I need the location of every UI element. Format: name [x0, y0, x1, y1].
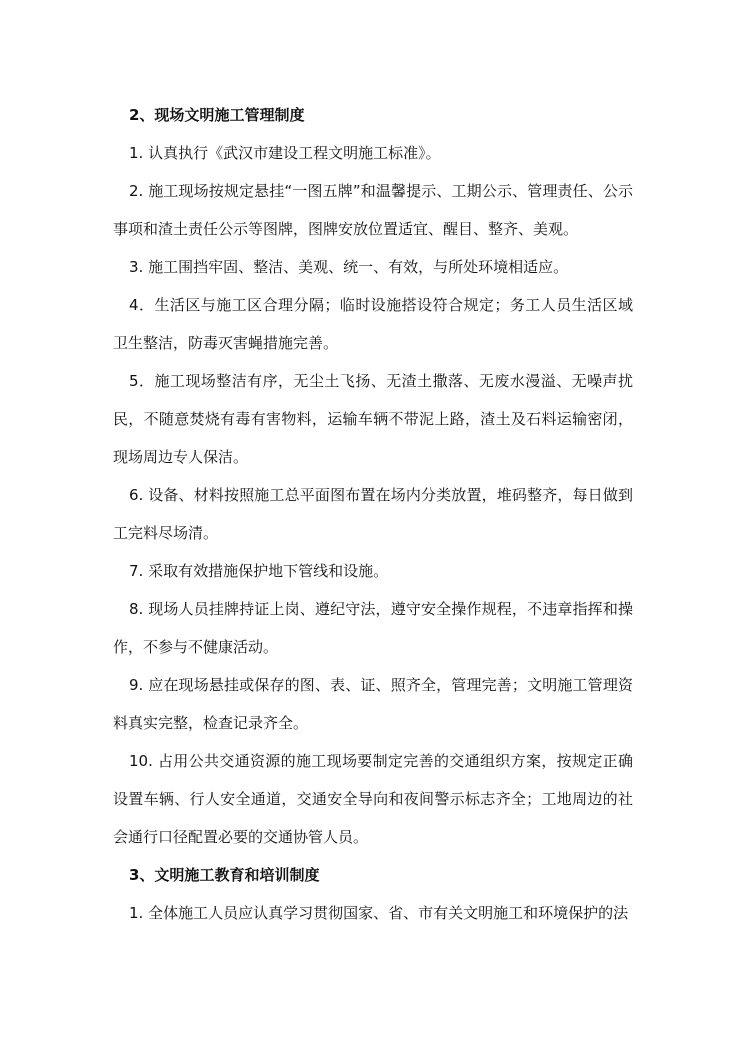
section-2-item-6: 6. 设备、材料按照施工总平面图布置在场内分类放置，堆码整齐，每日做到工完料尽场清。 [113, 486, 633, 542]
section-2-item-10: 10. 占用公共交通资源的施工现场要制定完善的交通组织方案，按规定正确设置车辆、行人安全通道，交通安全导向和夜间警示标志齐全；工地周边的社会通行口径配置必要的交通协管人员。 [113, 752, 633, 846]
section-2-item-8: 8. 现场人员挂牌持证上岗、遵纪守法，遵守安全操作规程，不违章指挥和操作，不参与不健康活动。 [113, 600, 633, 656]
section-2-item-3: 3. 施工围挡牢固、整洁、美观、统一、有效，与所处环境相适应。 [129, 258, 569, 276]
section-2-heading: 2、现场文明施工管理制度 [129, 106, 305, 124]
section-3-item-1: 1. 全体施工人员应认真学习贯彻国家、省、市有关文明施工和环境保护的法 [129, 904, 629, 922]
document-body [113, 96, 633, 932]
section-2-item-9: 9. 应在现场悬挂或保存的图、表、证、照齐全，管理完善；文明施工管理资料真实完整，检查记录齐全。 [113, 676, 633, 732]
section-2-item-7: 7. 采取有效措施保护地下管线和设施。 [129, 562, 389, 580]
section-2-item-5: 5．施工现场整洁有序，无尘土飞扬、无渣土撒落、无废水漫溢、无噪声扰民，不随意焚烧有毒有害物料，运输车辆不带泥上路，渣土及石料运输密闭，现场周边专人保洁。 [113, 372, 633, 466]
section-2-item-4: 4．生活区与施工区合理分隔；临时设施搭设符合规定；务工人员生活区域卫生整洁，防毒灭害蝇措施完善。 [113, 296, 633, 352]
section-2-item-2: 2. 施工现场按规定悬挂“一图五牌”和温馨提示、工期公示、管理责任、公示事项和渣土责任公示等图牌，图牌安放位置适宜、醒目、整齐、美观。 [113, 182, 633, 238]
section-2-item-1: 1. 认真执行《武汉市建设工程文明施工标准》。 [129, 144, 441, 162]
section-3-heading: 3、文明施工教育和培训制度 [129, 866, 320, 884]
